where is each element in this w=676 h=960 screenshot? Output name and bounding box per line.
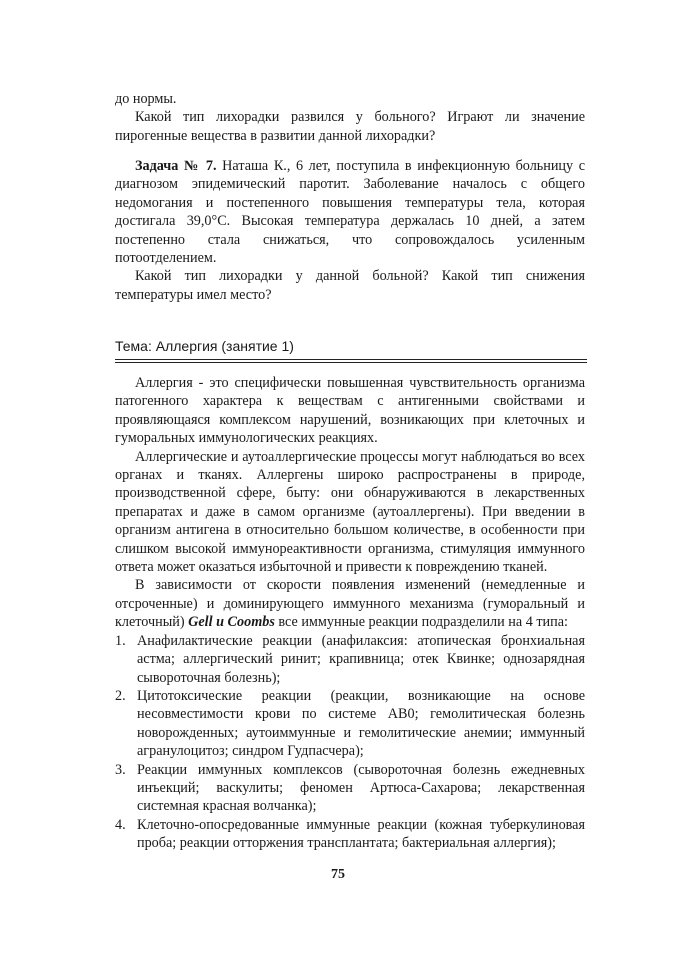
list-item bbox=[115, 632, 585, 687]
reaction-types-list bbox=[115, 632, 585, 853]
list-item bbox=[115, 816, 585, 853]
list-item-text: Цитотоксические реакции (реакции, возникающие на основе несовместимости крови по системе АВ0; гемолитическая болезнь новорожденных; аутоиммунные и гемолитические анемии; иммунный агранулоцитоз; синдром Гудпасчера); bbox=[137, 687, 585, 760]
list-item-number: 2. bbox=[115, 687, 126, 704]
task-7-question: Какой тип лихорадки у данной больной? Какой тип снижения температуры имел место? bbox=[115, 268, 585, 303]
task-7-body: Наташа К., 6 лет, поступила в инфекционную больницу с диагнозом эпидемический паротит. Заболевание началось с общего недомогания и постепенного повышения температуры тела, которая достигала 39,0°С. Высокая температура держалась 10 дней, а затем постепенно стала снижаться, что сопровождалось усиленным потоотделением. bbox=[115, 158, 586, 267]
page-number: 75 bbox=[331, 867, 345, 882]
list-item-number: 4. bbox=[115, 816, 126, 833]
allergy-definition: Аллергия - это специфически повышенная чувствительность организма патогенного характера к веществам с антигенными свойствами и проявляющаяся комплексом нарушений, возникающих при клеточных и гуморальных иммунологических реакциях. bbox=[115, 375, 585, 447]
list-item-text: Реакции иммунных комплексов (сывороточная болезнь ежедневных инъекций; васкулиты; феномен Артюса-Сахарова; лекарственная системная красная волчанка); bbox=[137, 761, 585, 815]
topic-rule-bottom bbox=[115, 362, 587, 363]
continuation-text: до нормы. bbox=[115, 91, 177, 107]
topic-header bbox=[115, 337, 587, 363]
task-7 bbox=[115, 157, 585, 304]
topic-title: Тема: Аллергия (занятие 1) bbox=[115, 338, 294, 354]
task-7-text bbox=[115, 157, 585, 267]
allergy-classification-intro bbox=[115, 576, 585, 631]
task-7-label: Задача № 7. bbox=[135, 158, 217, 174]
allergy-processes: Аллергические и аутоаллергические процессы могут наблюдаться во всех органах и тканях. Аллергены широко распространены в природе, производственной сфере, быту: они обнаруживаются в лекарственных препаратах и даже в самом организме (аутоаллергены). При введении в организм антигена в относительно большом количестве, в особенности при слишком высокой иммунореактивности организма, стимуляция иммунного ответа может оказаться избыточной и привести к повреждению тканей. bbox=[115, 448, 585, 576]
list-item-number: 1. bbox=[115, 632, 126, 649]
list-item-text: Анафилактические реакции (анафилаксия: атопическая бронхиальная астма; аллергический ринит; крапивница; отек Квинке; однозарядная сывороточная болезнь); bbox=[137, 632, 585, 686]
allergy-text bbox=[115, 374, 585, 853]
gell-coombs: Gell и Coombs bbox=[188, 614, 275, 631]
list-item bbox=[115, 761, 585, 816]
previous-task-question: Какой тип лихорадки развился у больного? Играют ли значение пирогенные вещества в развитии данной лихорадки? bbox=[115, 109, 585, 144]
list-item-text: Клеточно-опосредованные иммунные реакции (кожная туберкулиновая проба; реакции отторжения трансплантата; бактериальная аллергия); bbox=[137, 816, 585, 852]
intro-before: В зависимости от скорости появления изменений (немедленные и отсроченные) и доминирующего иммунного механизма (гуморальный и клеточный) bbox=[115, 577, 585, 631]
intro-after: все иммунные реакции подразделили на 4 типа: bbox=[274, 614, 568, 631]
list-item bbox=[115, 687, 585, 761]
previous-task-ending bbox=[115, 90, 585, 145]
list-item-number: 3. bbox=[115, 761, 126, 778]
topic-rule-top bbox=[115, 359, 587, 360]
